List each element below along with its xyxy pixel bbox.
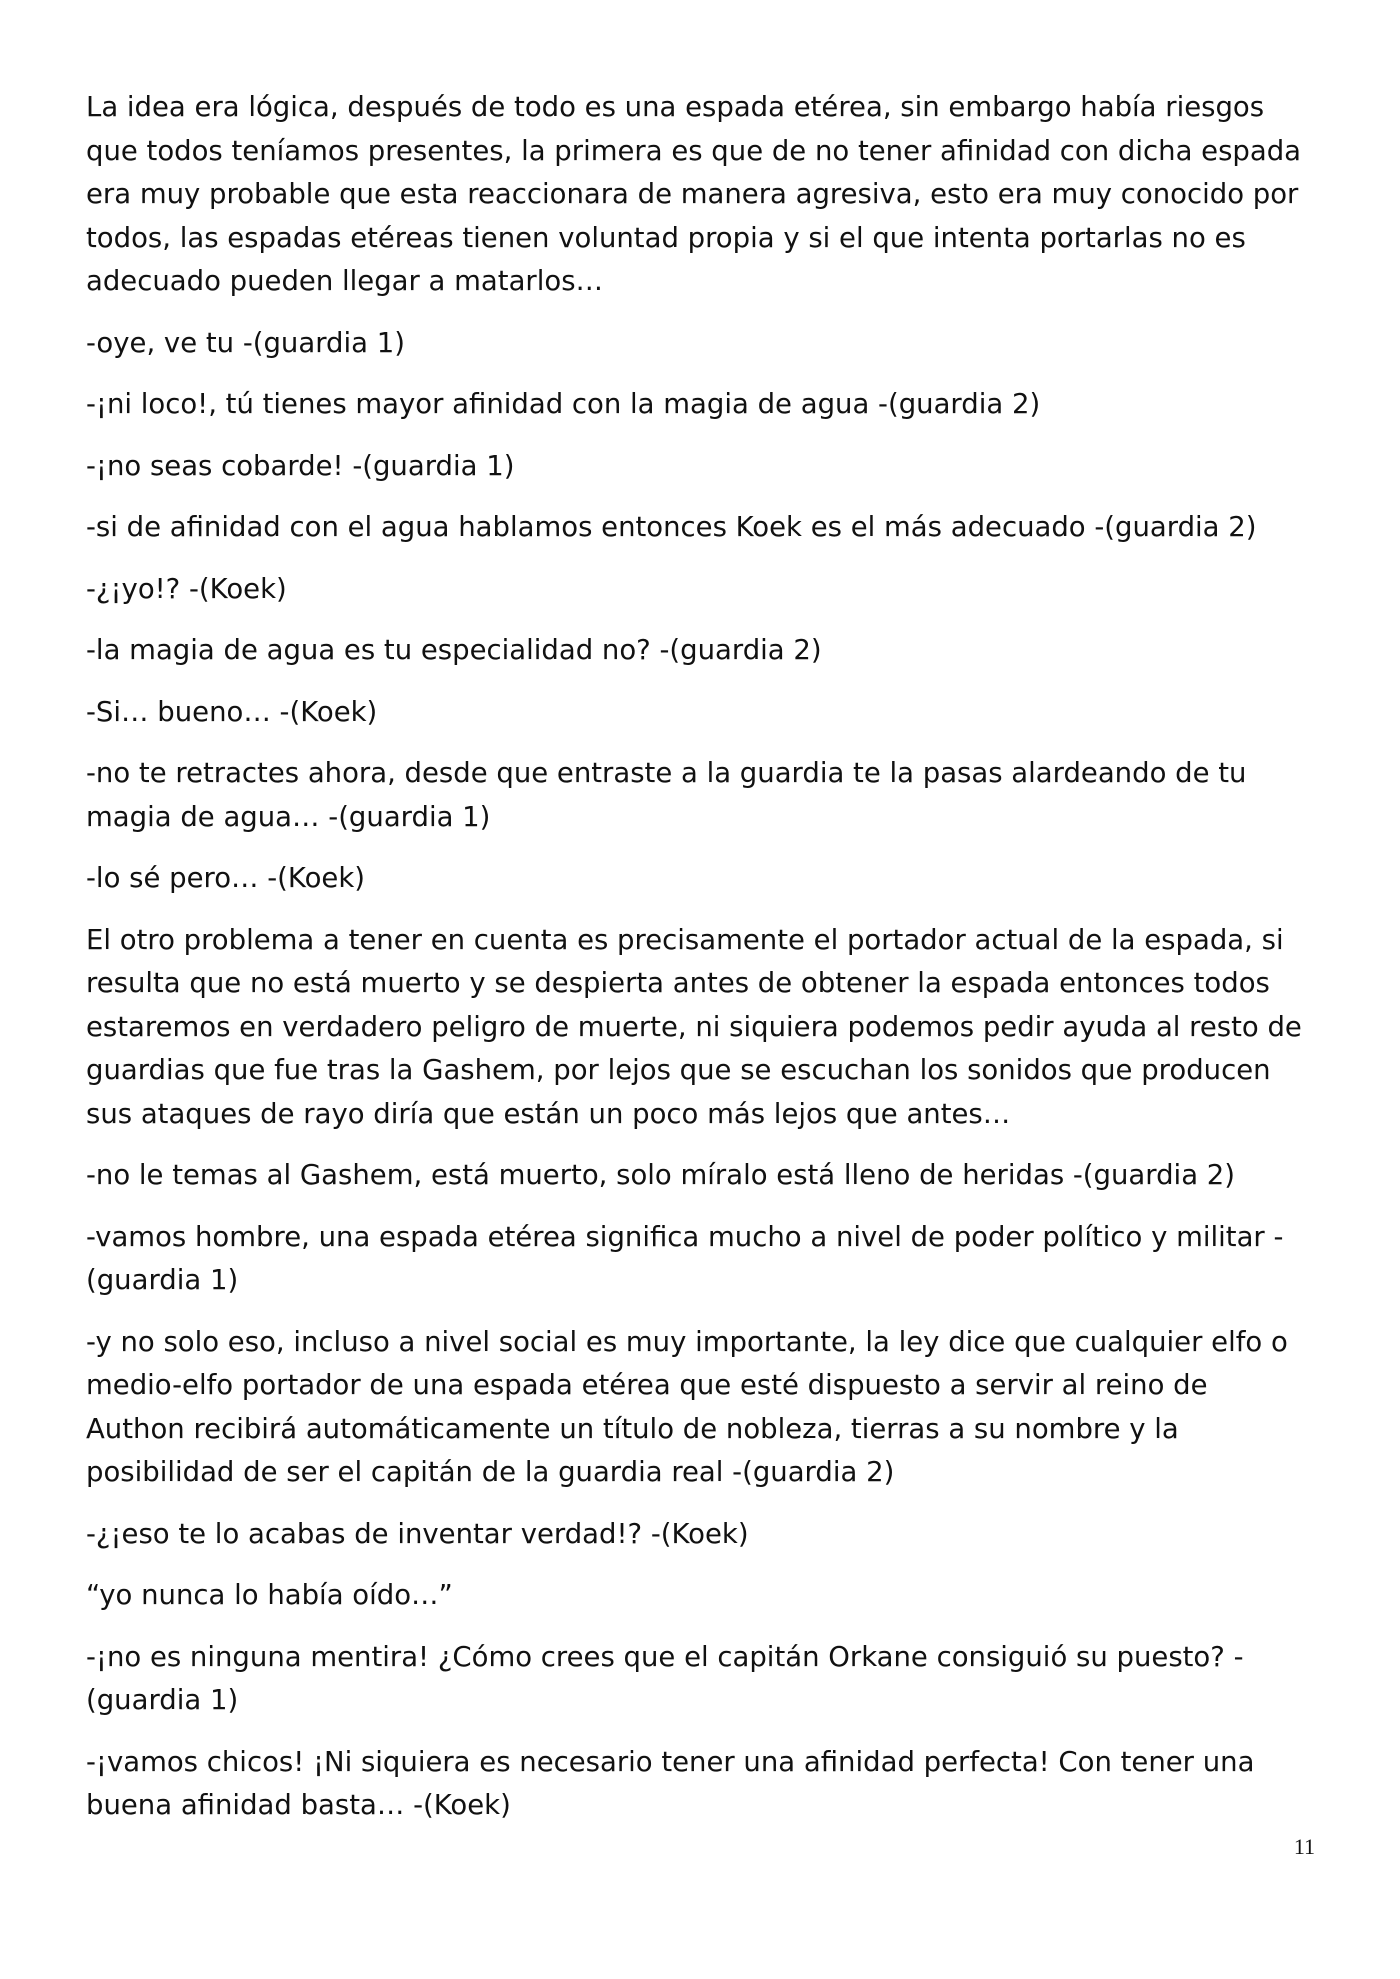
dialogue-line: -¿¡eso te lo acabas de inventar verdad!? -(Koek) [86, 1517, 749, 1550]
dialogue-line: -¡no seas cobarde! -(guardia 1) [86, 449, 515, 482]
dialogue-line: -no le temas al Gashem, está muerto, solo míralo está lleno de heridas -(guardia 2) [86, 1159, 1236, 1191]
dialogue-line: -oye, ve tu -(guardia 1) [86, 326, 405, 359]
dialogue-line: -si de afinidad con el agua hablamos entonces Koek es el más adecuado -(guardia 2) [86, 511, 1257, 543]
dialogue-line: -no te retractes ahora, desde que entraste a la guardia te la pasas alardeando de tu magia de agua… -(guardia 1) [86, 757, 1247, 833]
dialogue-line: -lo sé pero… -(Koek) [86, 862, 365, 894]
dialogue-line: -Si… bueno… -(Koek) [86, 695, 378, 728]
dialogue-line: -vamos hombre, una espada etérea significa mucho a nivel de poder político y militar -(guardia 1) [86, 1220, 1284, 1296]
dialogue-line: -¡vamos chicos! ¡Ni siquiera es necesario tener una afinidad perfecta! Con tener una buena afinidad basta… -(Koek) [86, 1745, 1255, 1821]
paragraph: El otro problema a tener en cuenta es precisamente el portador actual de la espada, si resulta que no está muerto y se despierta antes de obtener la espada entonces todos estaremos en verdadero peligro de muerte, ni siquiera podemos pedir ayuda al resto de guardias que fue tras la Gashem, por lejos que se escuchan los sonidos que producen sus ataques de rayo diría que están un poco más lejos que antes… [86, 923, 1302, 1130]
dialogue-line: -¡no es ninguna mentira! ¿Cómo crees que el capitán Orkane consiguió su puesto? -(guardia 1) [86, 1640, 1244, 1716]
dialogue-line: -y no solo eso, incluso a nivel social es muy importante, la ley dice que cualquier elfo o medio-elfo portador de una espada etérea que esté dispuesto a servir al reino de Authon recibirá automáticamente un título de nobleza, tierras a su nombre y la posibilidad de ser el capitán de la guardia real -(guardia 2) [86, 1325, 1288, 1488]
page-number: 11 [1293, 1834, 1315, 1859]
dialogue-line: -¡ni loco!, tú tienes mayor afinidad con la magia de agua -(guardia 2) [86, 388, 1041, 420]
thought-line: “yo nunca lo había oído…” [86, 1579, 453, 1611]
paragraph: La idea era lógica, después de todo es una espada etérea, sin embargo había riesgos que todos teníamos presentes, la primera es que de no tener afinidad con dicha espada era muy probable que esta reaccionara de manera agresiva, esto era muy conocido por todos, las espadas etéreas tienen voluntad propia y si el que intenta portarlas no es adecuado pueden llegar a matarlos… [86, 91, 1302, 297]
dialogue-line: -¿¡yo!? -(Koek) [86, 572, 287, 605]
dialogue-line: -la magia de agua es tu especialidad no? -(guardia 2) [86, 634, 822, 666]
